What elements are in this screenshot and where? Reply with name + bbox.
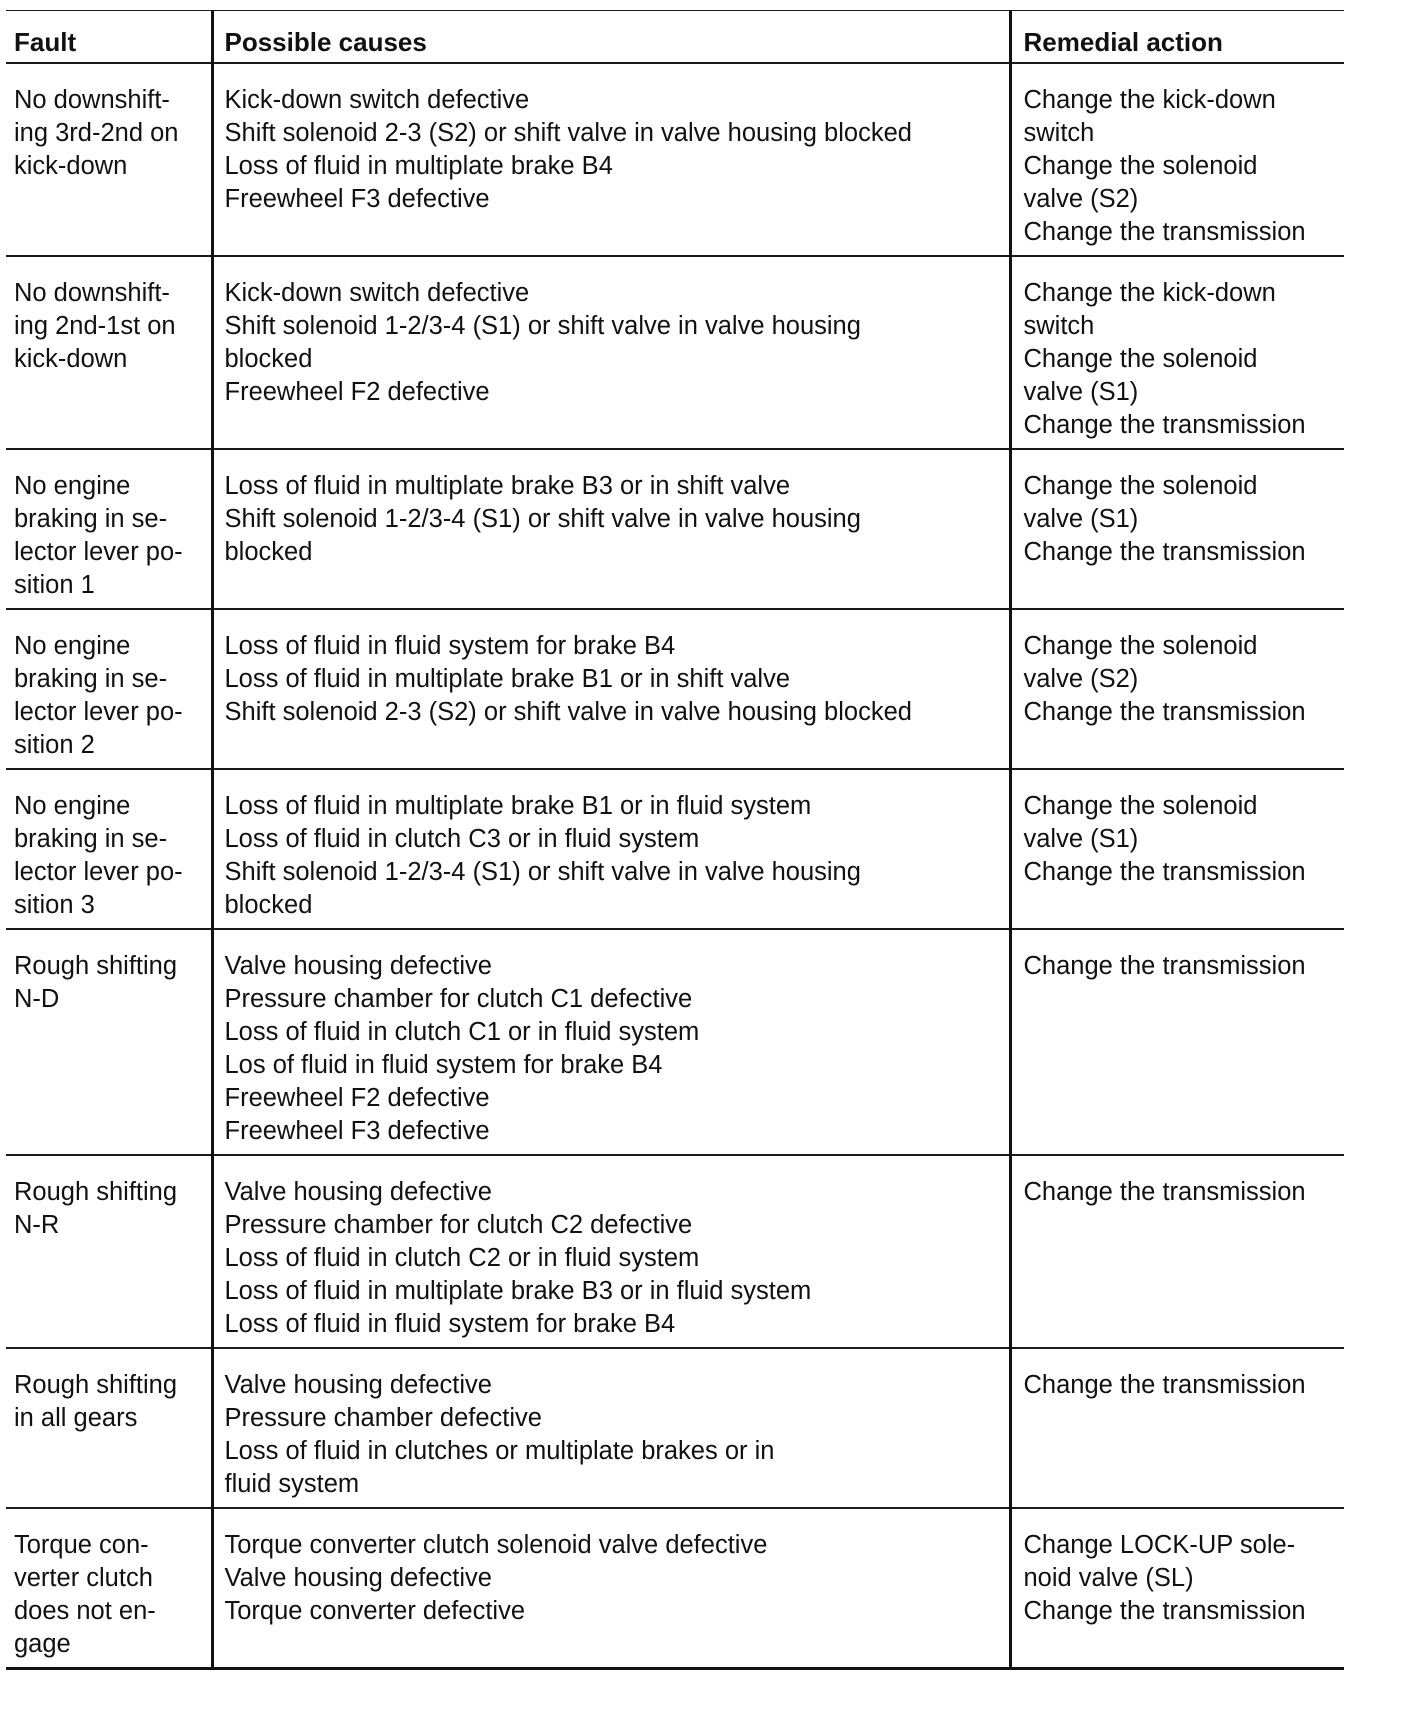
action-line: Change the solenoid xyxy=(1023,631,1258,660)
causes-line: Freewheel F3 defective xyxy=(224,184,490,213)
action-line: Change the transmission xyxy=(1023,410,1306,439)
action-line: switch xyxy=(1023,311,1095,340)
causes-cell xyxy=(212,1508,1010,1669)
causes-line: Los of fluid in fluid system for brake B4 xyxy=(224,1050,663,1079)
causes-line: Torque converter defective xyxy=(224,1596,525,1625)
action-cell xyxy=(1010,256,1344,449)
action-line: Change the transmission xyxy=(1023,537,1306,566)
causes-line: fluid system xyxy=(224,1469,360,1498)
causes-cell xyxy=(212,256,1010,449)
fault-line: braking in se- xyxy=(14,664,168,693)
table-row xyxy=(6,1508,1344,1669)
action-cell xyxy=(1010,769,1344,929)
table-row xyxy=(6,1348,1344,1508)
action-line: valve (S1) xyxy=(1023,377,1139,406)
fault-line: verter clutch xyxy=(14,1563,153,1592)
causes-line: Loss of fluid in multiplate brake B1 or in fluid system xyxy=(224,791,812,820)
causes-line: Shift solenoid 2-3 (S2) or shift valve in valve housing blocked xyxy=(224,118,912,147)
causes-line: Shift solenoid 1-2/3-4 (S1) or shift valve in valve housing xyxy=(224,311,861,340)
fault-line: No engine xyxy=(14,631,131,660)
action-line: Change the transmission xyxy=(1023,1596,1306,1625)
fault-cell xyxy=(6,769,212,929)
causes-cell xyxy=(212,929,1010,1155)
causes-line: Valve housing defective xyxy=(224,1177,492,1206)
action-line: Change the kick-down xyxy=(1023,85,1276,114)
header-remedial-action: Remedial action xyxy=(1010,11,1344,63)
fault-cell xyxy=(6,256,212,449)
fault-line: lector lever po- xyxy=(14,697,183,726)
causes-line: Kick-down switch defective xyxy=(224,85,530,114)
causes-line: Loss of fluid in clutch C2 or in fluid system xyxy=(224,1243,700,1272)
action-line: Change the solenoid xyxy=(1023,151,1258,180)
fault-line: sition 3 xyxy=(14,890,95,919)
table-row xyxy=(6,1155,1344,1348)
fault-line: in all gears xyxy=(14,1403,138,1432)
causes-line: blocked xyxy=(224,537,313,566)
fault-line: kick-down xyxy=(14,344,128,373)
action-line: Change the transmission xyxy=(1023,1177,1306,1206)
fault-cell xyxy=(6,929,212,1155)
causes-line: blocked xyxy=(224,344,313,373)
table-body xyxy=(6,63,1344,1669)
causes-line: Freewheel F2 defective xyxy=(224,377,490,406)
fault-line: N-R xyxy=(14,1210,60,1239)
causes-line: Loss of fluid in multiplate brake B1 or in shift valve xyxy=(224,664,791,693)
fault-cell xyxy=(6,1155,212,1348)
causes-line: Loss of fluid in fluid system for brake B4 xyxy=(224,631,676,660)
causes-line: Loss of fluid in multiplate brake B3 or in fluid system xyxy=(224,1276,812,1305)
fault-line: ing 3rd-2nd on xyxy=(14,118,179,147)
causes-line: Loss of fluid in clutch C1 or in fluid system xyxy=(224,1017,700,1046)
table-row xyxy=(6,63,1344,256)
causes-cell xyxy=(212,449,1010,609)
fault-cell xyxy=(6,1348,212,1508)
fault-cell xyxy=(6,609,212,769)
fault-cell xyxy=(6,1508,212,1669)
causes-line: Torque converter clutch solenoid valve defective xyxy=(224,1530,768,1559)
fault-line: No engine xyxy=(14,791,131,820)
fault-line: Rough shifting xyxy=(14,1370,178,1399)
fault-line: lector lever po- xyxy=(14,857,183,886)
action-line: Change the solenoid xyxy=(1023,471,1258,500)
action-line: Change the solenoid xyxy=(1023,791,1258,820)
action-cell xyxy=(1010,63,1344,256)
fault-cell xyxy=(6,63,212,256)
fault-line: No engine xyxy=(14,471,131,500)
fault-line: No downshift- xyxy=(14,278,170,307)
table-row xyxy=(6,449,1344,609)
fault-line: ing 2nd-1st on xyxy=(14,311,176,340)
fault-line: No downshift- xyxy=(14,85,170,114)
causes-line: Valve housing defective xyxy=(224,1370,492,1399)
causes-cell xyxy=(212,1348,1010,1508)
action-line: Change the kick-down xyxy=(1023,278,1276,307)
fault-line: does not en- xyxy=(14,1596,156,1625)
causes-line: Valve housing defective xyxy=(224,1563,492,1592)
fault-line: kick-down xyxy=(14,151,128,180)
causes-line: Pressure chamber for clutch C2 defective xyxy=(224,1210,693,1239)
action-line: switch xyxy=(1023,118,1095,147)
causes-line: Freewheel F3 defective xyxy=(224,1116,490,1145)
action-line: Change the transmission xyxy=(1023,697,1306,726)
header-fault: Fault xyxy=(6,11,212,63)
causes-line: Pressure chamber defective xyxy=(224,1403,542,1432)
action-line: Change the solenoid xyxy=(1023,344,1258,373)
header-row xyxy=(6,11,1344,63)
causes-line: Kick-down switch defective xyxy=(224,278,530,307)
table-row xyxy=(6,609,1344,769)
table-row xyxy=(6,929,1344,1155)
action-line: valve (S1) xyxy=(1023,824,1139,853)
fault-line: sition 1 xyxy=(14,570,95,599)
fault-line: Rough shifting xyxy=(14,1177,178,1206)
causes-cell xyxy=(212,769,1010,929)
causes-cell xyxy=(212,609,1010,769)
action-line: valve (S2) xyxy=(1023,184,1139,213)
fault-line: lector lever po- xyxy=(14,537,183,566)
table-row xyxy=(6,256,1344,449)
action-cell xyxy=(1010,929,1344,1155)
action-line: Change the transmission xyxy=(1023,951,1306,980)
action-cell xyxy=(1010,1508,1344,1669)
action-line: valve (S2) xyxy=(1023,664,1139,693)
fault-line: braking in se- xyxy=(14,824,168,853)
fault-line: braking in se- xyxy=(14,504,168,533)
action-line: Change LOCK-UP sole- xyxy=(1023,1530,1296,1559)
fault-line: N-D xyxy=(14,984,60,1013)
action-line: Change the transmission xyxy=(1023,1370,1306,1399)
action-cell xyxy=(1010,609,1344,769)
action-cell xyxy=(1010,449,1344,609)
causes-line: Shift solenoid 1-2/3-4 (S1) or shift valve in valve housing xyxy=(224,504,861,533)
action-line: valve (S1) xyxy=(1023,504,1139,533)
causes-line: Loss of fluid in multiplate brake B4 xyxy=(224,151,613,180)
action-cell xyxy=(1010,1155,1344,1348)
fault-table xyxy=(6,10,1344,1670)
action-cell xyxy=(1010,1348,1344,1508)
fault-cell xyxy=(6,449,212,609)
action-line: Change the transmission xyxy=(1023,857,1306,886)
causes-line: Loss of fluid in clutches or multiplate brakes or in xyxy=(224,1436,775,1465)
causes-line: Shift solenoid 2-3 (S2) or shift valve in valve housing blocked xyxy=(224,697,912,726)
causes-line: Pressure chamber for clutch C1 defective xyxy=(224,984,693,1013)
causes-line: Loss of fluid in multiplate brake B3 or in shift valve xyxy=(224,471,791,500)
fault-line: Rough shifting xyxy=(14,951,178,980)
causes-line: Shift solenoid 1-2/3-4 (S1) or shift valve in valve housing xyxy=(224,857,861,886)
action-line: noid valve (SL) xyxy=(1023,1563,1194,1592)
causes-line: Freewheel F2 defective xyxy=(224,1083,490,1112)
causes-cell xyxy=(212,63,1010,256)
causes-line: Loss of fluid in fluid system for brake B4 xyxy=(224,1309,676,1338)
causes-line: Loss of fluid in clutch C3 or in fluid system xyxy=(224,824,700,853)
causes-line: Valve housing defective xyxy=(224,951,492,980)
table-row xyxy=(6,769,1344,929)
causes-cell xyxy=(212,1155,1010,1348)
fault-line: gage xyxy=(14,1629,71,1658)
fault-line: sition 2 xyxy=(14,730,95,759)
action-line: Change the transmission xyxy=(1023,217,1306,246)
fault-line: Torque con- xyxy=(14,1530,149,1559)
header-possible-causes: Possible causes xyxy=(212,11,1010,63)
causes-line: blocked xyxy=(224,890,313,919)
